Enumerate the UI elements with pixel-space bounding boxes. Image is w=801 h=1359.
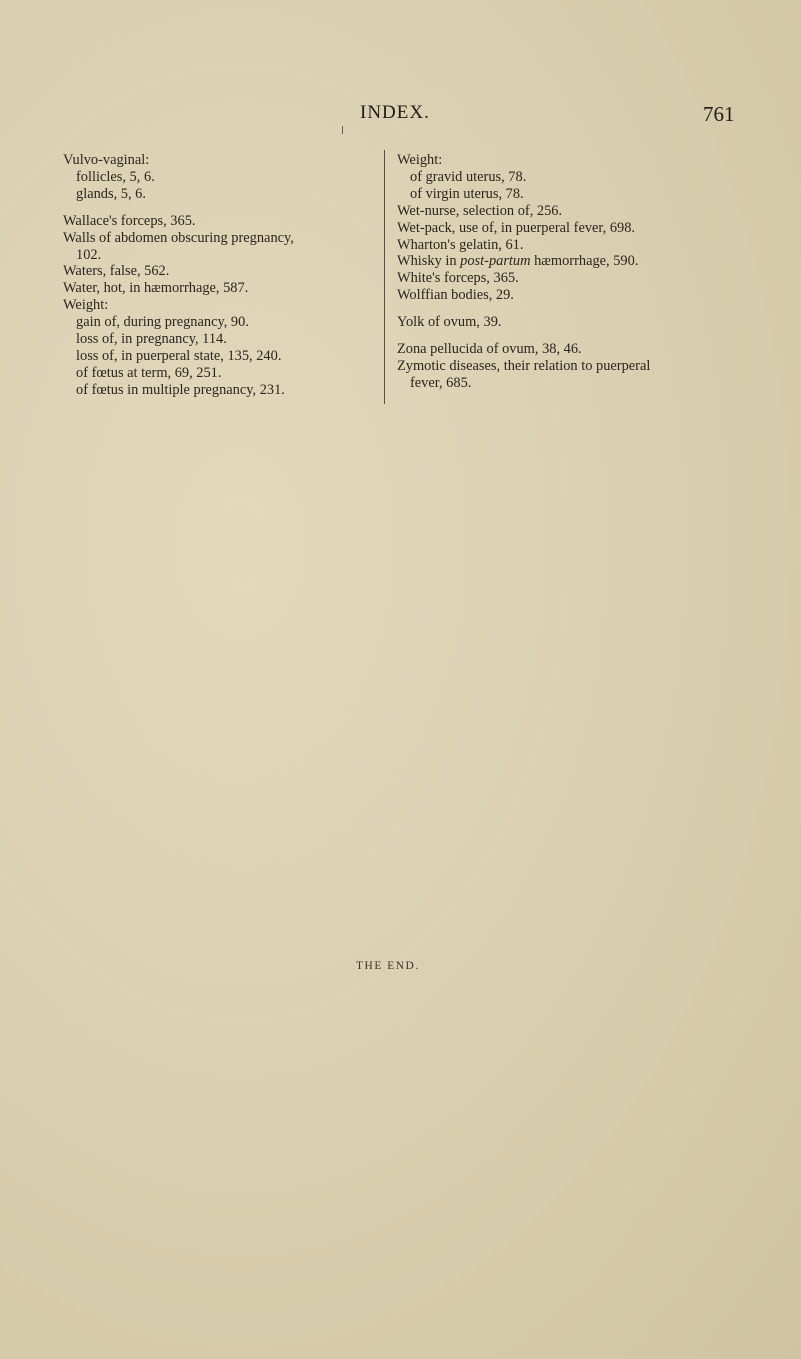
index-entry: Waters, false, 562. <box>63 263 170 280</box>
index-subentry: of gravid uterus, 78. <box>410 168 527 185</box>
index-entry: Wet-nurse, selection of, 256. <box>397 202 563 219</box>
index-column-right <box>397 152 727 392</box>
index-entry: White's forceps, 365. <box>397 270 519 287</box>
index-entry-continuation: fever, 685. <box>410 374 472 391</box>
column-divider <box>384 150 385 404</box>
index-entry-text: Whisky in <box>397 253 461 270</box>
index-entry: Wet-pack, use of, in puerperal fever, 698. <box>397 219 636 236</box>
index-entry-italic: post-partum <box>460 253 531 270</box>
page-number: 761 <box>703 102 735 126</box>
index-entry-continuation: 102. <box>76 246 102 263</box>
index-subentry: loss of, in pregnancy, 114. <box>76 331 227 348</box>
index-entry <box>397 253 727 270</box>
index-entry: Zymotic diseases, their relation to puerperal <box>397 357 651 374</box>
index-subentry: glands, 5, 6. <box>76 185 146 202</box>
index-entry: Wolffian bodies, 29. <box>397 287 514 304</box>
index-subentry: loss of, in puerperal state, 135, 240. <box>76 347 282 364</box>
index-subentry: of fœtus in multiple pregnancy, 231. <box>76 381 285 398</box>
page-header <box>0 96 801 130</box>
index-entry: Water, hot, in hæmorrhage, 587. <box>63 280 249 297</box>
page-title: INDEX. <box>360 102 430 123</box>
index-entry: Weight: <box>397 152 443 168</box>
index-entry: Zona pellucida of ovum, 38, 46. <box>397 341 582 358</box>
index-entry: Weight: <box>63 297 109 314</box>
index-entry-text: hæmorrhage, 590. <box>530 253 639 270</box>
the-end-footer: THE END. <box>356 960 420 972</box>
index-subentry: of virgin uterus, 78. <box>410 185 524 202</box>
index-entry: Walls of abdomen obscuring pregnancy, <box>63 229 294 246</box>
index-column-left <box>63 152 381 399</box>
index-entry: Vulvo-vaginal: <box>63 152 150 168</box>
print-mark <box>342 126 343 134</box>
index-subentry: gain of, during pregnancy, 90. <box>76 314 249 331</box>
index-entry: Wharton's gelatin, 61. <box>397 236 524 253</box>
index-entry: Yolk of ovum, 39. <box>397 314 502 331</box>
index-entry: Wallace's forceps, 365. <box>63 212 196 229</box>
index-subentry: follicles, 5, 6. <box>76 168 155 185</box>
index-subentry: of fœtus at term, 69, 251. <box>76 364 222 381</box>
